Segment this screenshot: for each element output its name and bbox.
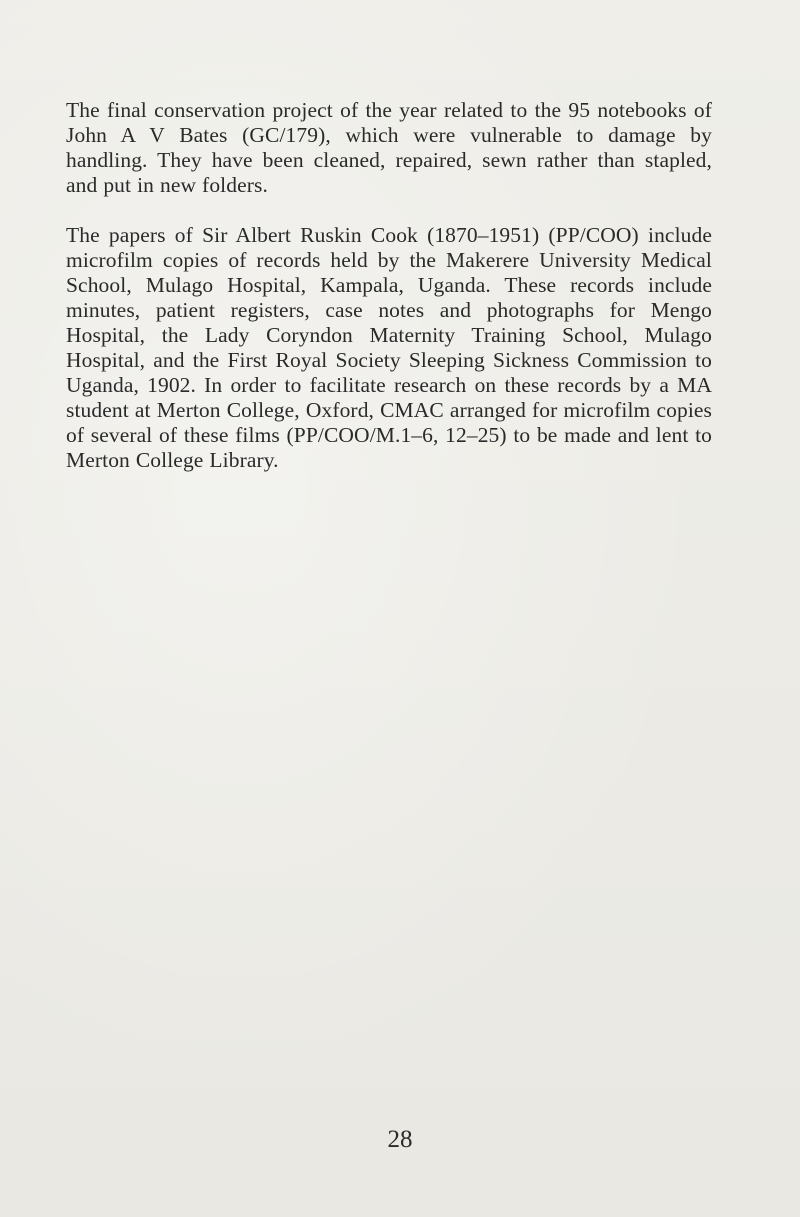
paragraph-bates-notebooks: The final conservation project of the year related to the 95 notebooks of John A V Bates (GC/179), which were vulnerable to damage by handling. They have been cleaned, repaired, sewn rather than stapled, and put in new folders. <box>66 98 712 197</box>
paragraph-cook-papers: The papers of Sir Albert Ruskin Cook (1870–1951) (PP/COO) include microfilm copies of records held by the Makerere University Medical School, Mulago Hospital, Kampala, Uganda. These records include minutes, patient registers, case notes and photographs for Mengo Hospital, the Lady Coryndon Maternity Training School, Mulago Hospital, and the First Royal Society Sleeping Sickness Commission to Uganda, 1902. In order to facilitate research on these records by a MA student at Merton College, Oxford, CMAC arranged for microfilm copies of several of these films (PP/COO/M.1–6, 12–25) to be made and lent to Merton College Library. <box>66 223 712 472</box>
page-number: 28 <box>387 1126 413 1153</box>
